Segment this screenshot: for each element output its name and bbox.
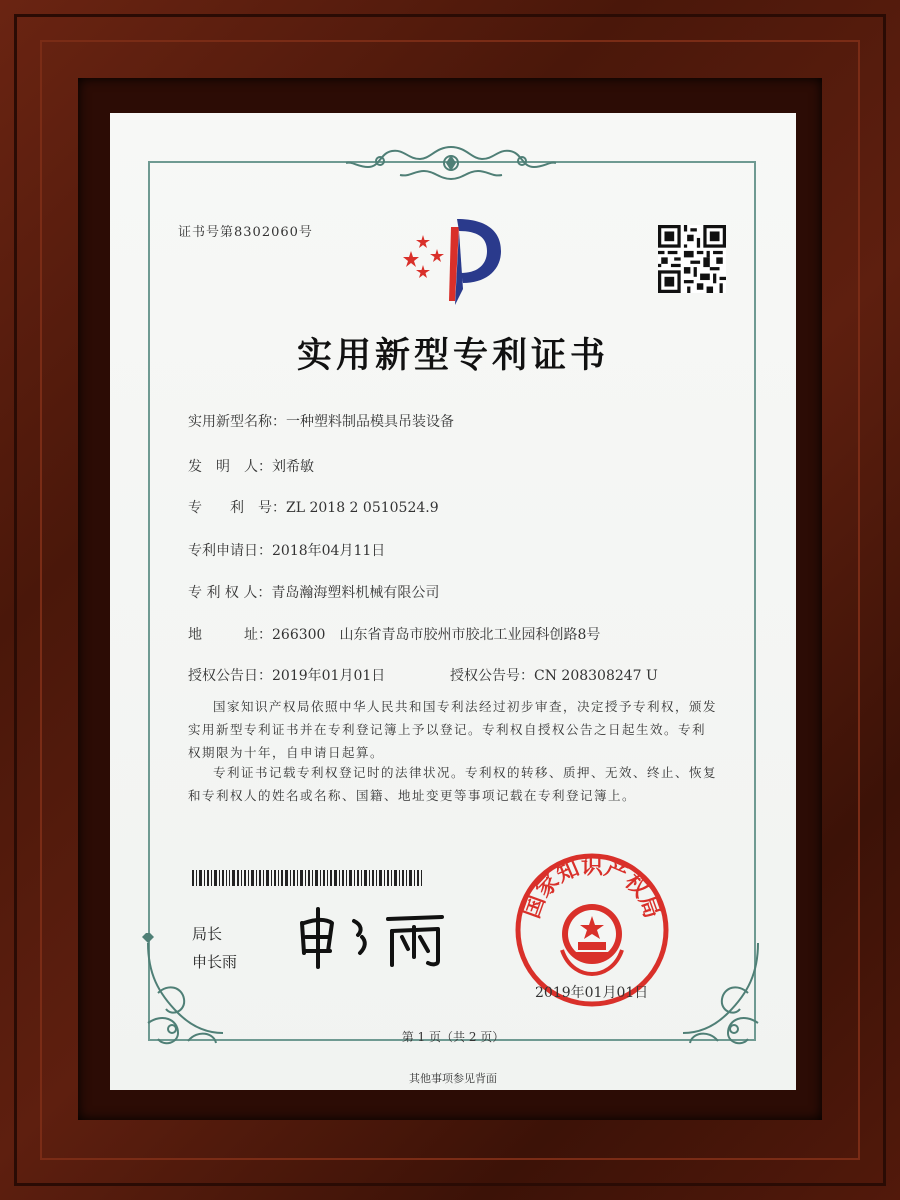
field-grant-number: [450, 665, 658, 685]
seal-text: 国家知识产权局: [518, 853, 666, 922]
field-label: 实用新型名称：: [188, 414, 286, 430]
page-number: 第 1 页（共 2 页）: [401, 1030, 505, 1044]
field-label: 授权公告日：: [188, 668, 272, 684]
director-name: 申长雨: [192, 953, 238, 971]
field-inventor: [188, 456, 314, 476]
field-patent-number: [188, 497, 439, 517]
bottom-note: 其他事项参见背面: [409, 1072, 497, 1085]
certificate-paper: [110, 113, 796, 1090]
barcode-icon: [192, 870, 422, 886]
signature-icon: [292, 901, 462, 971]
qr-code-icon: [658, 225, 726, 293]
field-application-date: [188, 540, 385, 560]
legal-paragraph-1: 国家知识产权局依照中华人民共和国专利法经过初步审查，决定授予专利权，颁发实用新型专利证书并在专利登记簿上予以登记。专利权自授权公告之日起生效。专利权期限为十年，自申请日起算。: [188, 699, 718, 760]
field-patentee: [188, 582, 439, 602]
field-label: 授权公告号：: [450, 668, 534, 684]
field-value: 2018年04月11日: [272, 543, 386, 559]
certificate-title: 实用新型专利证书: [296, 335, 609, 376]
field-value: 刘希敏: [272, 459, 314, 475]
field-value: ZL 2018 2 0510524.9: [286, 500, 439, 516]
field-address: [188, 624, 600, 644]
seal-date: 2019年01月01日: [535, 985, 649, 1001]
field-label: 发 明 人：: [188, 459, 272, 475]
legal-paragraph-2: 专利证书记载专利权登记时的法律状况。专利权的转移、质押、无效、终止、恢复和专利权人的姓名或名称、国籍、地址变更等事项记载在专利登记簿上。: [188, 765, 718, 803]
certificate-number: 证书号第8302060号: [178, 225, 313, 240]
field-label: 专 利 权 人：: [188, 585, 272, 601]
field-value: 青岛瀚海塑料机械有限公司: [271, 585, 440, 601]
field-utility-model-name: [188, 411, 454, 431]
field-label: 专利申请日：: [188, 543, 272, 559]
field-grant-date: [188, 665, 385, 685]
field-value: 2019年01月01日: [272, 668, 386, 684]
patent-emblem-icon: [393, 209, 513, 309]
field-label: 专 利 号：: [188, 500, 286, 516]
field-value: CN 208308247 U: [534, 668, 658, 684]
field-label: 地 址：: [188, 627, 272, 643]
director-title: 局长: [192, 925, 223, 943]
field-value: 266300 山东省青岛市胶州市胶北工业园科创路8号: [272, 627, 601, 643]
top-ornament-icon: [340, 141, 562, 185]
field-value: 一种塑料制品模具吊装设备: [286, 414, 454, 430]
